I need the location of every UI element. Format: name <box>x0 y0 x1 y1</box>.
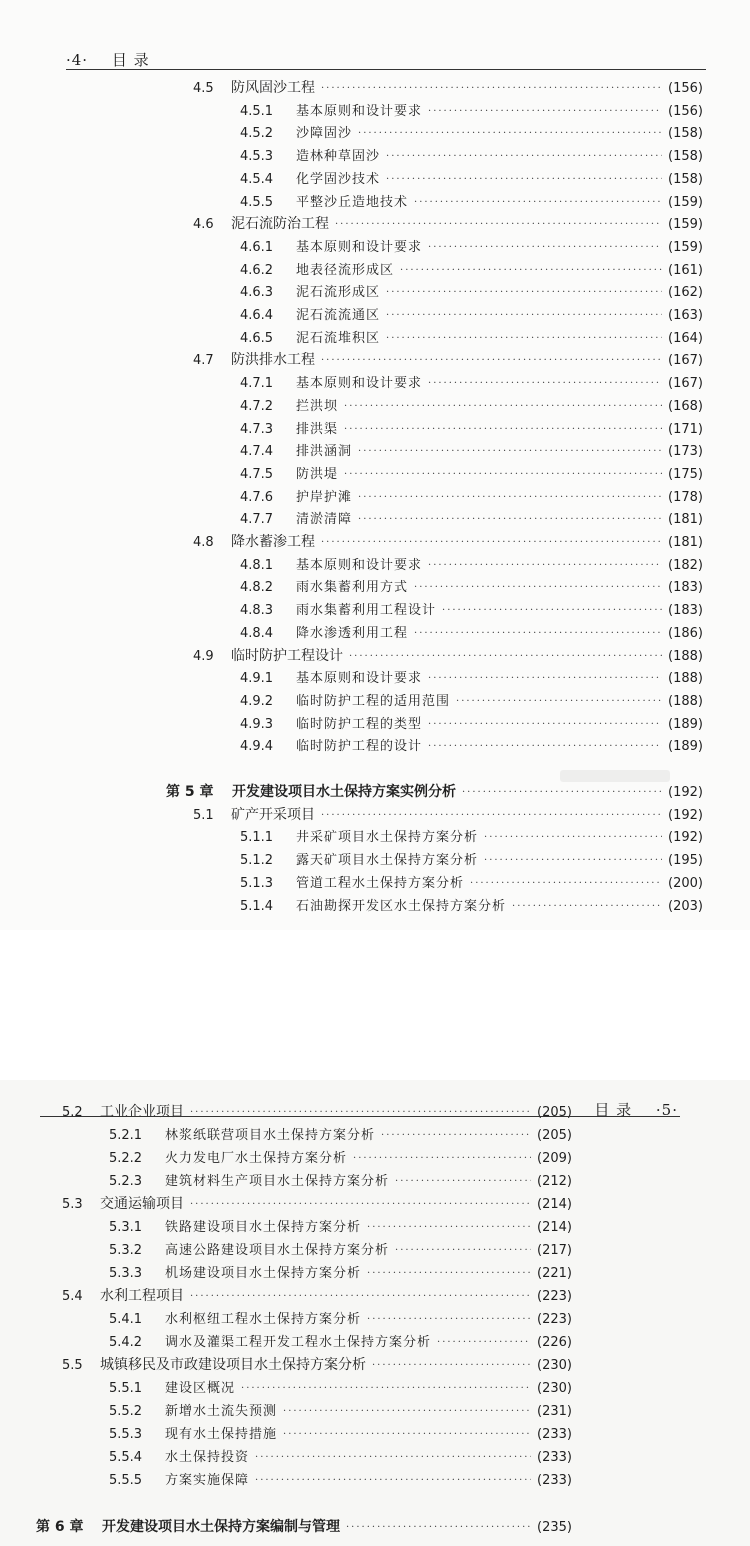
toc-section <box>193 349 703 372</box>
toc-title: 清淤清障 <box>296 512 353 528</box>
toc-subsection <box>240 100 703 123</box>
toc-number: 4.7.7 <box>240 512 274 528</box>
toc-page-number: (159) <box>668 239 703 255</box>
toc-subsection <box>109 1170 572 1193</box>
dot-leader <box>321 531 662 554</box>
toc-title: 开发建设项目水土保持方案编制与管理 <box>102 1519 340 1535</box>
toc-page-number: (226) <box>537 1335 572 1350</box>
toc-subsection <box>240 667 703 690</box>
dot-leader <box>346 1516 531 1539</box>
toc-title: 林浆纸联营项目水土保持方案分析 <box>165 1128 376 1143</box>
dot-leader <box>484 826 662 849</box>
dot-leader <box>349 645 662 668</box>
toc-subsection <box>240 463 703 486</box>
toc-subsection <box>109 1423 572 1446</box>
toc-title: 防洪排水工程 <box>231 352 315 369</box>
toc-number: 4.8.3 <box>240 603 274 619</box>
toc-number: 4.6.3 <box>240 285 274 301</box>
dot-leader <box>395 1239 531 1262</box>
toc-page-number: (175) <box>668 466 703 482</box>
toc-number: 5.2.3 <box>109 1174 143 1189</box>
toc-subsection <box>240 554 703 577</box>
dot-leader <box>456 690 662 713</box>
dot-leader <box>414 191 662 214</box>
toc-page-number: (212) <box>537 1174 572 1189</box>
toc-title: 方案实施保障 <box>165 1473 250 1488</box>
toc-page-number: (162) <box>668 285 703 301</box>
toc-number: 4.8.2 <box>240 580 274 596</box>
toc-page-number: (186) <box>668 625 703 641</box>
dot-leader <box>283 1423 531 1446</box>
toc-subsection <box>240 281 703 304</box>
toc-subsection <box>240 418 703 441</box>
toc-title: 水利工程项目 <box>100 1288 184 1304</box>
toc-page-number: (214) <box>537 1197 572 1212</box>
toc-title: 新增水土流失预测 <box>165 1404 278 1419</box>
toc-title: 基本原则和设计要求 <box>296 671 423 687</box>
toc-title: 管道工程水土保持方案分析 <box>296 875 465 891</box>
dot-leader <box>344 463 662 486</box>
toc-section <box>193 804 703 827</box>
dot-leader <box>372 1354 531 1377</box>
toc-subsection <box>240 690 703 713</box>
dot-leader <box>386 281 662 304</box>
toc-number: 5.5.1 <box>109 1381 143 1396</box>
toc-title: 临时防护工程设计 <box>231 647 343 664</box>
toc-number: 4.6.2 <box>240 262 274 278</box>
toc-section <box>193 531 703 554</box>
toc-title: 临时防护工程的适用范围 <box>296 693 451 709</box>
toc-subsection <box>240 713 703 736</box>
dot-leader <box>358 508 662 531</box>
toc-page-number: (158) <box>668 171 703 187</box>
toc-page-number: (156) <box>668 103 703 119</box>
dot-leader <box>395 1170 531 1193</box>
toc-page-number: (189) <box>668 739 703 755</box>
toc-subsection <box>240 576 703 599</box>
toc-number: 4.9 <box>193 648 214 664</box>
toc-title: 雨水集蓄利用工程设计 <box>296 603 437 619</box>
toc-title: 泥石流防治工程 <box>231 216 329 233</box>
toc-chapter <box>166 781 703 804</box>
toc-title: 建设区概况 <box>165 1381 236 1396</box>
dot-leader <box>428 100 662 123</box>
dot-leader <box>358 122 662 145</box>
dot-leader <box>321 77 662 100</box>
toc-title: 造林种草固沙 <box>296 149 381 165</box>
toc-subsection <box>240 327 703 350</box>
toc-subsection <box>240 145 703 168</box>
toc-number: 4.5.4 <box>240 171 274 187</box>
toc-page-number: (192) <box>668 785 703 800</box>
toc-title: 泥石流流通区 <box>296 308 381 323</box>
dot-leader <box>428 236 662 259</box>
toc-subsection <box>109 1446 572 1469</box>
toc-number: 4.9.3 <box>240 716 274 732</box>
toc-title: 排洪涵洞 <box>296 444 353 460</box>
toc-number: 4.5 <box>193 81 214 96</box>
toc-number: 5.5.2 <box>109 1404 143 1419</box>
toc-page-number: (168) <box>668 398 703 414</box>
toc-title: 石油勘探开发区水土保持方案分析 <box>296 898 507 914</box>
toc-subsection <box>109 1147 572 1170</box>
toc-page-number: (188) <box>668 671 703 687</box>
toc-number: 4.7.5 <box>240 466 274 482</box>
toc-number: 4.9.1 <box>240 671 274 687</box>
toc-page-number: (209) <box>537 1151 572 1166</box>
dot-leader <box>428 713 662 736</box>
toc-subsection <box>240 486 703 509</box>
toc-title: 基本原则和设计要求 <box>296 239 423 255</box>
toc-number: 4.6.5 <box>240 330 274 346</box>
dot-leader <box>386 304 662 327</box>
toc-page-number: (183) <box>668 603 703 619</box>
dot-leader <box>512 895 662 918</box>
toc-subsection <box>240 168 703 191</box>
header-title: 目 录 <box>111 51 150 69</box>
toc-subsection <box>109 1377 572 1400</box>
toc-page-number: (235) <box>537 1520 572 1535</box>
toc-number: 5.2.1 <box>109 1128 143 1143</box>
toc-number: 5.2.2 <box>109 1151 143 1166</box>
toc-number: 5.4.1 <box>109 1312 143 1327</box>
toc-title: 火力发电厂水土保持方案分析 <box>165 1151 348 1166</box>
toc-number: 第 5 章 <box>166 784 214 800</box>
toc-number: 5.1.4 <box>240 898 274 914</box>
toc-title: 拦洪坝 <box>296 398 339 414</box>
dot-leader <box>428 554 662 577</box>
toc-page-number: (233) <box>537 1450 572 1465</box>
toc-number: 4.9.2 <box>240 693 274 709</box>
toc-page-number: (189) <box>668 716 703 732</box>
toc-subsection <box>109 1400 572 1423</box>
toc-number: 4.7.1 <box>240 376 274 392</box>
toc-number: 4.7.3 <box>240 421 274 437</box>
dot-leader <box>400 259 662 282</box>
toc-list <box>0 1080 750 1546</box>
toc-number: 4.5.2 <box>240 126 274 142</box>
toc-number: 4.6 <box>193 217 214 233</box>
dot-leader <box>241 1377 531 1400</box>
toc-title: 防风固沙工程 <box>231 80 315 96</box>
toc-page-number: (178) <box>668 489 703 505</box>
dot-leader <box>414 576 662 599</box>
toc-number: 5.4.2 <box>109 1335 143 1350</box>
toc-number: 第 6 章 <box>36 1519 84 1535</box>
dot-leader <box>484 849 662 872</box>
toc-subsection <box>240 395 703 418</box>
dot-leader <box>255 1469 531 1492</box>
toc-page-5 <box>0 1080 750 1546</box>
toc-section <box>62 1193 572 1216</box>
toc-page-number: (167) <box>668 376 703 392</box>
toc-page-number: (159) <box>668 217 703 233</box>
dot-leader <box>437 1331 531 1354</box>
dot-leader <box>190 1193 531 1216</box>
toc-title: 排洪渠 <box>296 421 339 437</box>
toc-number: 5.3.3 <box>109 1266 143 1281</box>
toc-subsection <box>109 1308 572 1331</box>
toc-page-number: (164) <box>668 330 703 346</box>
dot-leader <box>367 1262 531 1285</box>
dot-leader <box>428 372 662 395</box>
dot-leader <box>283 1400 531 1423</box>
dot-leader <box>321 349 662 372</box>
dot-leader <box>321 804 662 827</box>
page-gap <box>0 930 750 1080</box>
toc-title: 铁路建设项目水土保持方案分析 <box>165 1220 362 1235</box>
toc-subsection <box>240 236 703 259</box>
dot-leader <box>428 735 662 758</box>
bleed-through-mark <box>560 770 670 782</box>
toc-number: 5.1.3 <box>240 875 274 891</box>
toc-number: 4.9.4 <box>240 739 274 755</box>
toc-number: 5.5 <box>62 1358 83 1373</box>
toc-number: 4.8 <box>193 535 214 550</box>
dot-leader <box>358 440 662 463</box>
toc-title: 现有水土保持措施 <box>165 1427 278 1442</box>
toc-subsection <box>240 872 703 895</box>
toc-number: 4.8.1 <box>240 557 274 573</box>
toc-page-number: (188) <box>668 648 703 664</box>
toc-page-number: (233) <box>537 1427 572 1442</box>
toc-subsection <box>240 508 703 531</box>
toc-title: 水利枢纽工程水土保持方案分析 <box>165 1312 362 1327</box>
toc-number: 4.5.5 <box>240 194 274 210</box>
dot-leader <box>428 667 662 690</box>
toc-title: 平整沙丘造地技术 <box>296 194 409 210</box>
page-number: ·5· <box>655 1101 678 1119</box>
toc-title: 露天矿项目水土保持方案分析 <box>296 853 479 869</box>
toc-page-number: (181) <box>668 512 703 528</box>
dot-leader <box>386 145 662 168</box>
page-number: ·4· <box>66 51 89 69</box>
toc-page-number: (230) <box>537 1381 572 1396</box>
dot-leader <box>470 872 662 895</box>
toc-title: 化学固沙技术 <box>296 171 381 187</box>
toc-title: 泥石流堆积区 <box>296 330 381 346</box>
toc-section <box>193 645 703 668</box>
toc-title: 交通运输项目 <box>100 1196 184 1212</box>
toc-page-number: (203) <box>668 898 703 914</box>
dot-leader <box>381 1124 531 1147</box>
toc-number: 5.1.1 <box>240 830 274 846</box>
toc-subsection <box>240 440 703 463</box>
toc-title: 临时防护工程的设计 <box>296 739 423 755</box>
toc-number: 5.3.2 <box>109 1243 143 1258</box>
toc-title: 基本原则和设计要求 <box>296 103 423 119</box>
toc-title: 沙障固沙 <box>296 126 353 142</box>
dot-leader <box>190 1285 531 1308</box>
toc-page-number: (192) <box>668 807 703 823</box>
dot-leader <box>344 395 662 418</box>
toc-page-number: (161) <box>668 262 703 278</box>
toc-subsection <box>109 1124 572 1147</box>
toc-number: 5.2 <box>62 1105 83 1120</box>
toc-number: 4.7.6 <box>240 489 274 505</box>
toc-title: 护岸护滩 <box>296 489 353 505</box>
toc-number: 4.6.4 <box>240 308 274 323</box>
dot-leader <box>414 622 662 645</box>
toc-section <box>193 77 703 100</box>
toc-number: 5.3.1 <box>109 1220 143 1235</box>
toc-title: 地表径流形成区 <box>296 262 395 278</box>
toc-page-number: (195) <box>668 853 703 869</box>
toc-section <box>62 1285 572 1308</box>
toc-page-number: (163) <box>668 308 703 323</box>
toc-title: 降水渗透利用工程 <box>296 625 409 641</box>
toc-page-number: (181) <box>668 535 703 550</box>
dot-leader <box>367 1216 531 1239</box>
toc-title: 降水蓄渗工程 <box>231 534 315 550</box>
toc-page-number: (156) <box>668 81 703 96</box>
toc-subsection <box>240 895 703 918</box>
toc-number: 4.7 <box>193 353 214 369</box>
toc-number: 4.5.1 <box>240 103 274 119</box>
toc-title: 雨水集蓄利用方式 <box>296 580 409 596</box>
toc-title: 防洪堤 <box>296 466 339 482</box>
toc-title: 基本原则和设计要求 <box>296 557 423 573</box>
toc-page-number: (173) <box>668 444 703 460</box>
dot-leader <box>358 486 662 509</box>
dot-leader <box>335 213 662 236</box>
toc-number: 5.5.4 <box>109 1450 143 1465</box>
toc-page-number: (230) <box>537 1358 572 1373</box>
dot-leader <box>367 1308 531 1331</box>
toc-subsection <box>240 191 703 214</box>
toc-section <box>62 1354 572 1377</box>
toc-number: 4.5.3 <box>240 149 274 165</box>
toc-title: 泥石流形成区 <box>296 285 381 301</box>
header-rule <box>40 1116 680 1117</box>
dot-leader <box>344 418 662 441</box>
toc-number: 4.6.1 <box>240 239 274 255</box>
toc-title: 建筑材料生产项目水土保持方案分析 <box>165 1174 390 1189</box>
dot-leader <box>255 1446 531 1469</box>
toc-subsection <box>109 1239 572 1262</box>
dot-leader <box>386 327 662 350</box>
toc-number: 5.1 <box>193 807 214 823</box>
running-header <box>594 1099 678 1125</box>
toc-page-number: (217) <box>537 1243 572 1258</box>
toc-title: 城镇移民及市政建设项目水土保持方案分析 <box>100 1357 366 1373</box>
toc-number: 5.1.2 <box>240 853 274 869</box>
toc-number: 5.5.5 <box>109 1473 143 1488</box>
toc-number: 5.3 <box>62 1197 83 1212</box>
toc-page-number: (205) <box>537 1128 572 1143</box>
toc-subsection <box>109 1216 572 1239</box>
toc-title: 临时防护工程的类型 <box>296 716 423 732</box>
toc-page-number: (205) <box>537 1105 572 1120</box>
toc-page-number: (171) <box>668 421 703 437</box>
toc-subsection <box>240 122 703 145</box>
toc-subsection <box>240 622 703 645</box>
toc-subsection <box>240 735 703 758</box>
toc-title: 开发建设项目水土保持方案实例分析 <box>232 784 456 800</box>
toc-page-number: (200) <box>668 875 703 891</box>
toc-subsection <box>109 1469 572 1492</box>
toc-title: 工业企业项目 <box>100 1104 184 1120</box>
toc-subsection <box>240 826 703 849</box>
toc-number: 4.8.4 <box>240 625 274 641</box>
toc-page-number: (158) <box>668 126 703 142</box>
toc-chapter <box>36 1516 572 1539</box>
toc-page-number: (183) <box>668 580 703 596</box>
toc-section <box>193 213 703 236</box>
toc-title: 高速公路建设项目水土保持方案分析 <box>165 1243 390 1258</box>
toc-number: 4.7.4 <box>240 444 274 460</box>
toc-page-number: (159) <box>668 194 703 210</box>
toc-section <box>62 1101 572 1124</box>
toc-page-number: (223) <box>537 1312 572 1327</box>
toc-title: 调水及灌渠工程开发工程水土保持方案分析 <box>165 1335 432 1350</box>
dot-leader <box>386 168 662 191</box>
toc-subsection <box>109 1262 572 1285</box>
toc-number: 5.5.3 <box>109 1427 143 1442</box>
dot-leader <box>462 781 662 804</box>
toc-subsection <box>109 1331 572 1354</box>
toc-page-number: (188) <box>668 693 703 709</box>
toc-page-number: (233) <box>537 1473 572 1488</box>
dot-leader <box>442 599 662 622</box>
toc-subsection <box>240 372 703 395</box>
toc-subsection <box>240 304 703 327</box>
toc-title: 水土保持投资 <box>165 1450 250 1465</box>
toc-subsection <box>240 259 703 282</box>
toc-subsection <box>240 849 703 872</box>
toc-page-number: (167) <box>668 353 703 369</box>
toc-page-number: (221) <box>537 1266 572 1281</box>
toc-number: 4.7.2 <box>240 398 274 414</box>
toc-page-number: (231) <box>537 1404 572 1419</box>
dot-leader <box>353 1147 531 1170</box>
header-title: 目 录 <box>594 1101 633 1119</box>
toc-page-number: (158) <box>668 149 703 165</box>
toc-page-number: (223) <box>537 1289 572 1304</box>
toc-title: 机场建设项目水土保持方案分析 <box>165 1266 362 1281</box>
dot-leader <box>190 1101 531 1124</box>
toc-title: 基本原则和设计要求 <box>296 376 423 392</box>
toc-title: 井采矿项目水土保持方案分析 <box>296 830 479 846</box>
toc-page-number: (214) <box>537 1220 572 1235</box>
toc-subsection <box>240 599 703 622</box>
toc-page-number: (192) <box>668 830 703 846</box>
toc-title: 矿产开采项目 <box>231 806 315 823</box>
toc-page-number: (182) <box>668 557 703 573</box>
toc-number: 5.4 <box>62 1289 83 1304</box>
